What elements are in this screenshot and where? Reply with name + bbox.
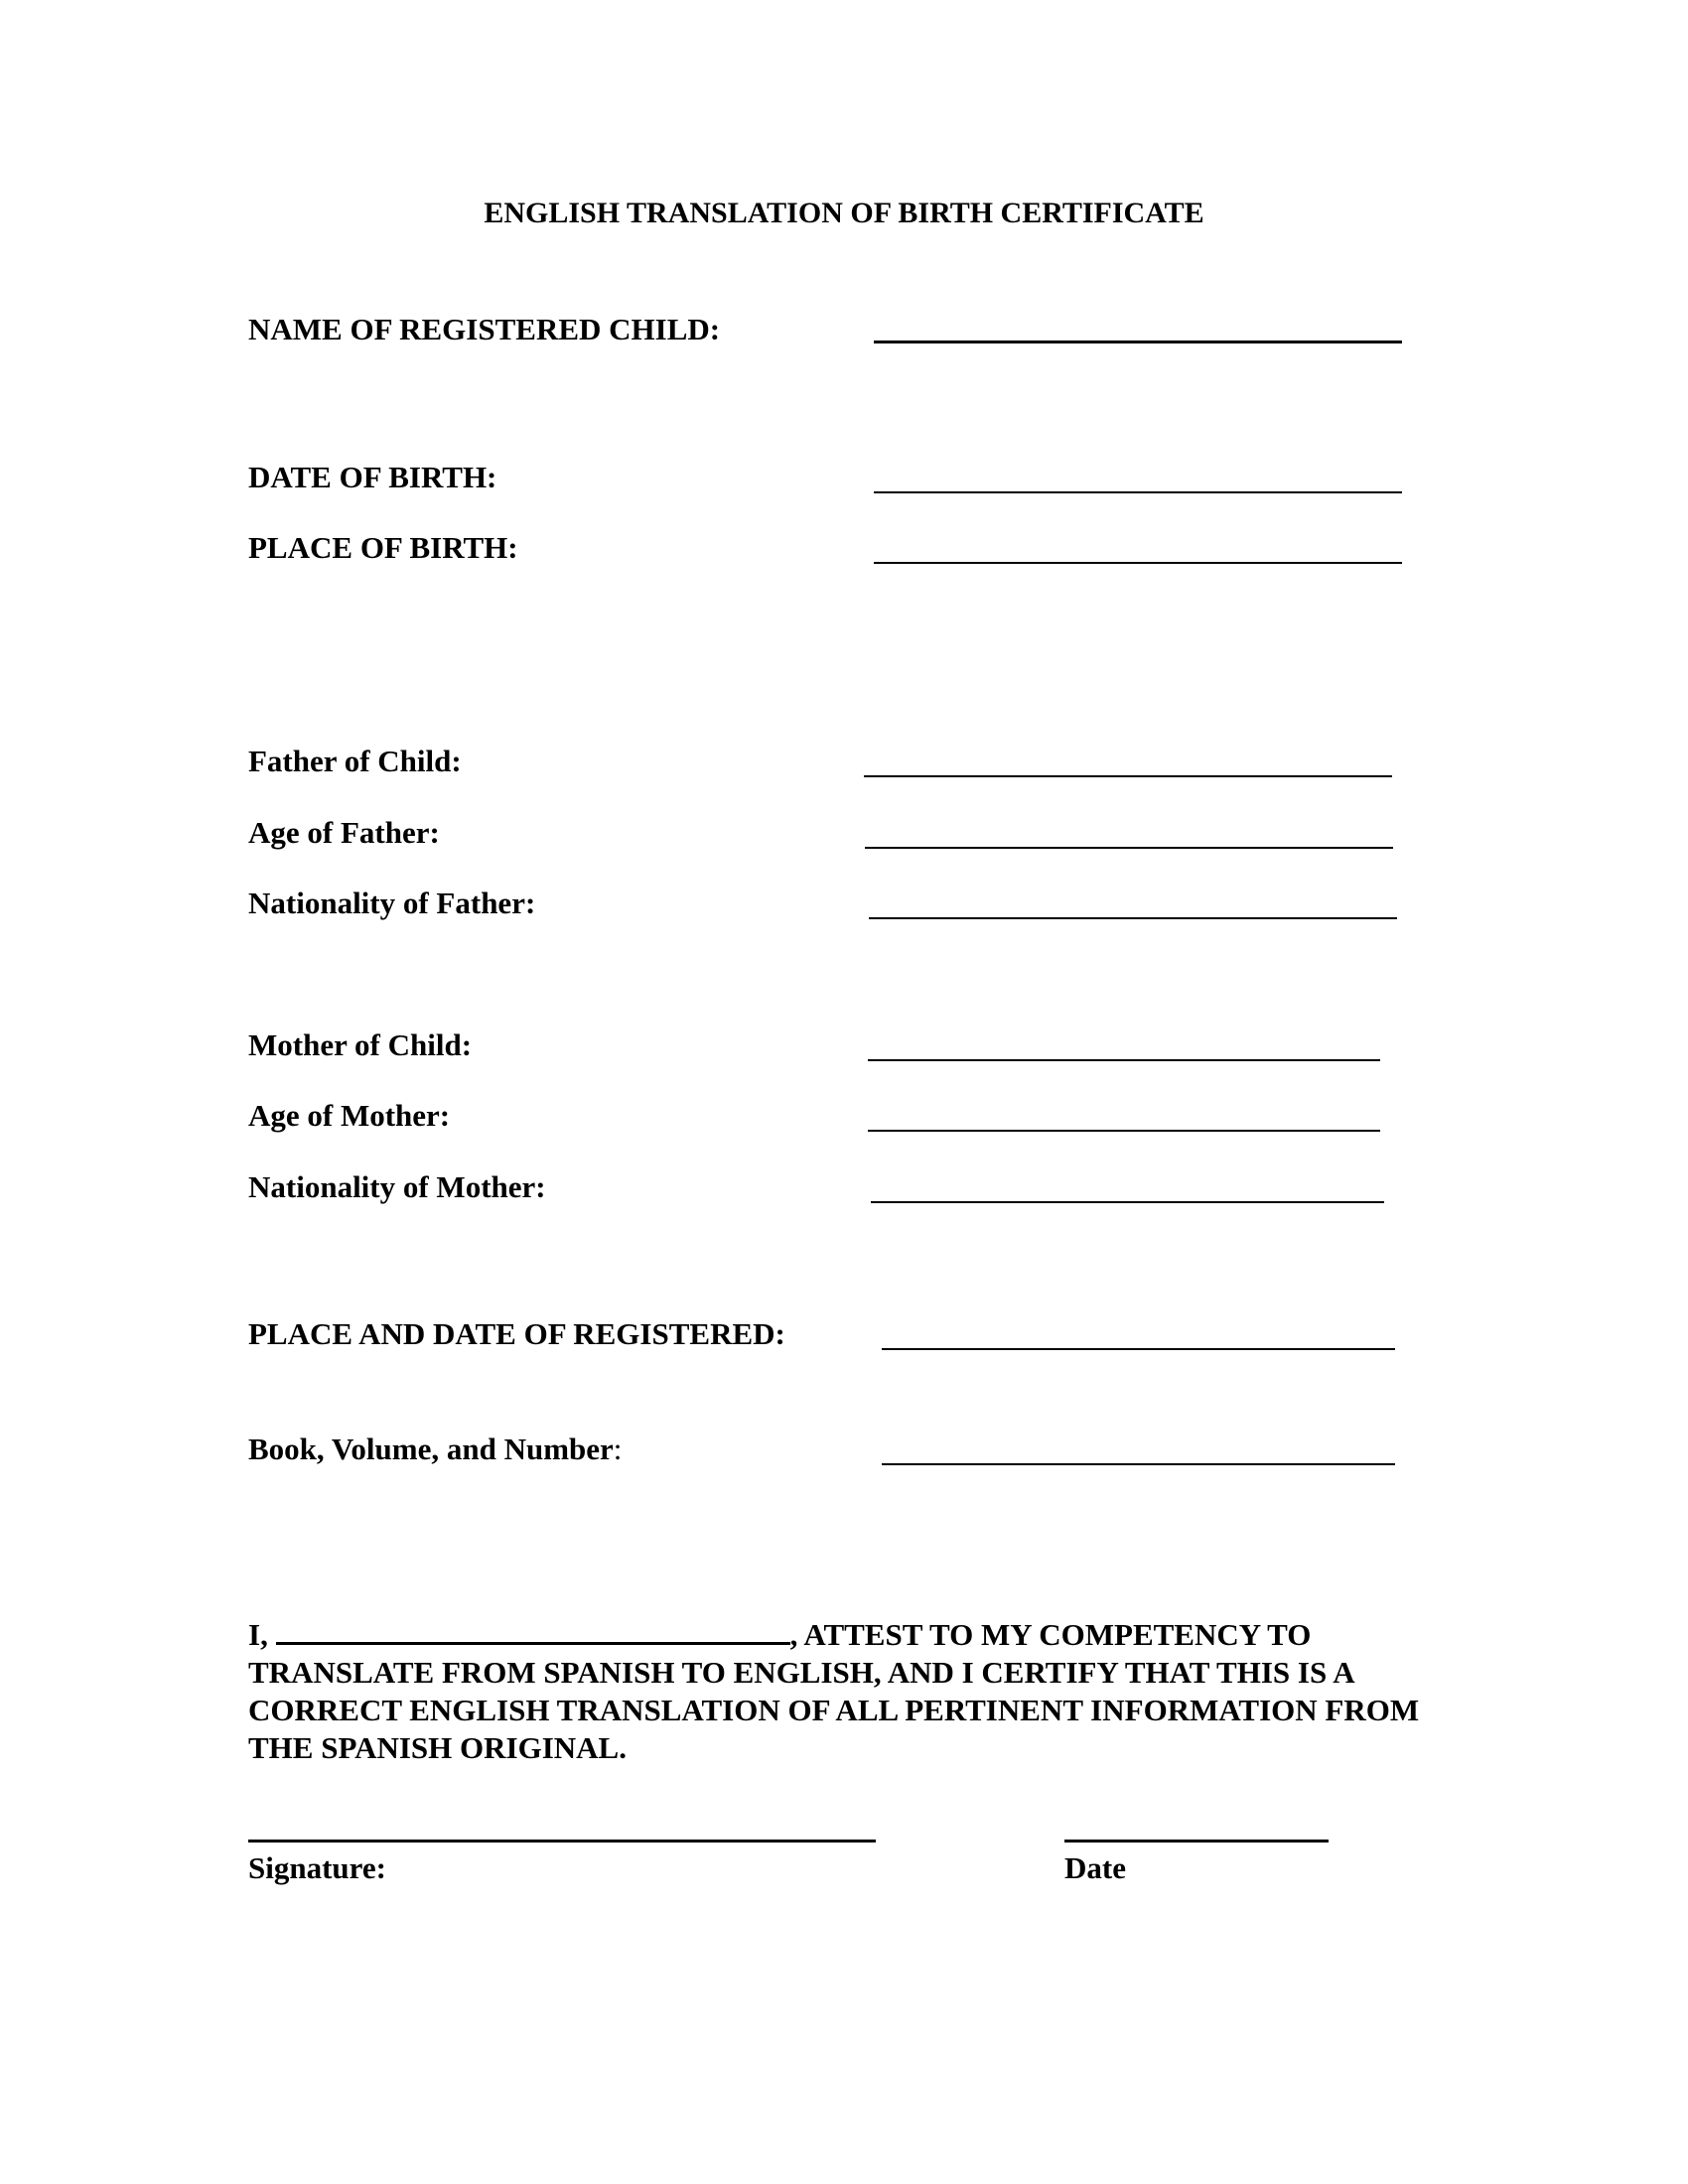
father-nationality-label: Nationality of Father: bbox=[248, 886, 536, 920]
mother-age-label: Age of Mother: bbox=[248, 1098, 451, 1133]
book-volume-number-colon: : bbox=[613, 1432, 623, 1466]
date-of-birth-label: DATE OF BIRTH: bbox=[248, 460, 497, 494]
book-volume-number-text: Book, Volume, and Number bbox=[248, 1432, 614, 1466]
translator-name-field[interactable] bbox=[276, 1616, 790, 1645]
father-nationality-field[interactable] bbox=[869, 917, 1397, 919]
attestation-text: , ATTEST TO MY COMPETENCY TO TRANSLATE FROM SPANISH TO ENGLISH, AND I CERTIFY THAT THIS IS A CORRECT ENGLISH TRANSLATION OF ALL PERTINENT INFORMATION FROM THE SPANISH ORIGINAL. bbox=[248, 1617, 1420, 1765]
father-age-label: Age of Father: bbox=[248, 815, 440, 850]
date-of-birth-field[interactable] bbox=[874, 491, 1402, 493]
mother-field[interactable] bbox=[868, 1059, 1380, 1061]
date-label: Date bbox=[1064, 1850, 1126, 1885]
child-name-label: NAME OF REGISTERED CHILD: bbox=[248, 312, 721, 346]
signature-label: Signature: bbox=[248, 1850, 386, 1885]
mother-nationality-label: Nationality of Mother: bbox=[248, 1169, 546, 1204]
mother-label: Mother of Child: bbox=[248, 1027, 473, 1062]
place-of-birth-field[interactable] bbox=[874, 562, 1402, 564]
date-field[interactable] bbox=[1064, 1840, 1329, 1843]
mother-nationality-field[interactable] bbox=[871, 1201, 1384, 1203]
father-field[interactable] bbox=[864, 775, 1392, 777]
signature-field[interactable] bbox=[248, 1840, 876, 1843]
father-label: Father of Child: bbox=[248, 744, 462, 778]
father-age-field[interactable] bbox=[865, 847, 1393, 849]
attestation-statement bbox=[248, 1616, 1479, 1767]
child-name-field[interactable] bbox=[874, 341, 1402, 343]
registration-label: PLACE AND DATE OF REGISTERED: bbox=[248, 1316, 785, 1351]
registration-field[interactable] bbox=[882, 1348, 1395, 1350]
mother-age-field[interactable] bbox=[868, 1130, 1380, 1132]
place-of-birth-label: PLACE OF BIRTH: bbox=[248, 530, 518, 565]
attestation-prefix: I, bbox=[248, 1617, 276, 1652]
book-volume-number-label bbox=[248, 1433, 622, 1464]
document-title: ENGLISH TRANSLATION OF BIRTH CERTIFICATE bbox=[484, 197, 1204, 229]
book-volume-number-field[interactable] bbox=[882, 1463, 1395, 1465]
